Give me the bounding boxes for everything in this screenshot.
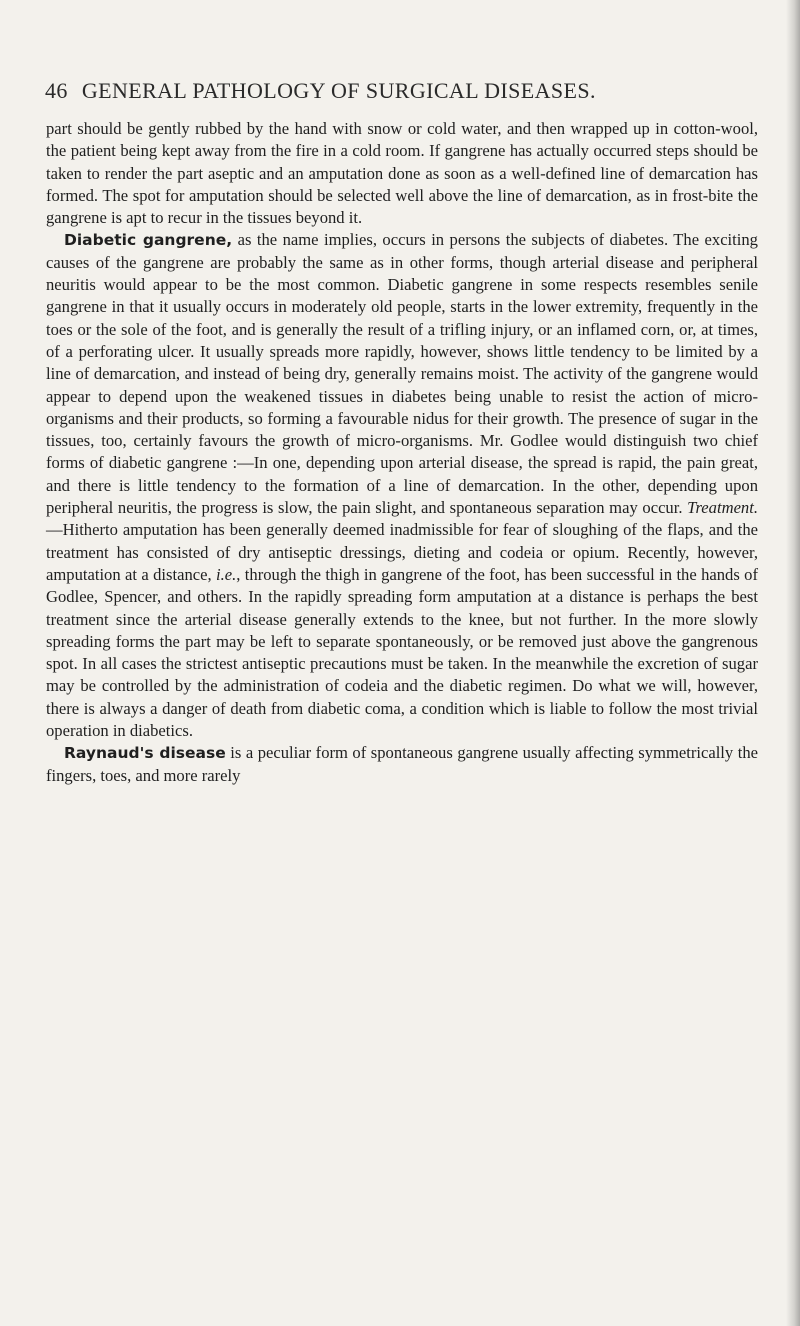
page-number: 46 — [45, 78, 68, 103]
heading-diabetic-gangrene: Diabetic gangrene, — [64, 231, 233, 250]
body-text — [46, 118, 758, 787]
paragraph-raynauds-disease — [46, 742, 758, 787]
page-header — [45, 78, 765, 104]
treatment-label: Treatment. — [687, 498, 758, 518]
paragraph-diabetic-gangrene — [46, 229, 758, 742]
diabetic-text-a: as the name implies, occurs in persons the subjects of diabetes. The exciting causes of the gangrene are probably the same as in other forms, though arterial disease and peripheral neuritis would appear to be the most common. Diabetic gangrene in some respects resembles senile gangrene in that it usually occurs in moderately old people, starts in the lower extremity, frequently in the toes or the sole of the foot, and is generally the result of a trifling injury, or an inflamed corn, or, at times, of a perforating ulcer. It usually spreads more rapidly, however, shows little tendency to be limited by a line of demarcation, and instead of being dry, generally remains moist. The activity of the gangrene would appear to depend upon the weakened tissues in diabetes being unable to resist the action of micro-organisms and their products, so forming a favourable nidus for their growth. The presence of sugar in the tissues, too, certainly favours the growth of micro-organisms. Mr. Godlee would distinguish two chief forms of diabetic gangrene :—In one, depending upon arterial disease, the spread is rapid, the pain great, and there is little tendency to the formation of a line of demarcation. In the other, depending upon peripheral neuritis, the progress is slow, the pain slight, and spontaneous separation may occur. — [46, 230, 758, 518]
diabetic-text-c: , through the thigh in gangrene of the foot, has been successful in the hands of Godlee, Spencer, and others. In the rapidly spreading form amputation at a distance is perhaps the best treatment since the arterial disease generally extends to the knee, but not further. In the more slowly spreading forms the part may be left to separate spontaneously, or be removed just above the gangrenous spot. In all cases the strictest antiseptic precautions must be taken. In the meanwhile the excretion of sugar may be controlled by the administration of codeia and the diabetic regimen. Do what we will, however, there is always a danger of death from diabetic coma, a condition which is liable to follow the most trivial operation in diabetics. — [46, 564, 758, 741]
paragraph-frost-bite-text: part should be gently rubbed by the hand with snow or cold water, and then wrapped up in cotton-wool, the patient being kept away from the fire in a cold room. If gangrene has actually occurred steps should be taken to render the part aseptic and an amputation done as soon as a well-defined line of demarcation has formed. The spot for amputation should be selected well above the line of demarcation, as in frost-bite the gangrene is apt to recur in the tissues beyond it. — [46, 119, 758, 228]
raynauds-text: is a peculiar form of spontaneous gangrene usually affecting symmetrically the fingers, toes, and more rarely — [46, 743, 758, 785]
running-title: GENERAL PATHOLOGY OF SURGICAL DISEASES. — [81, 78, 596, 103]
scan-edge-shadow — [786, 0, 800, 1326]
ie-abbrev: i.e. — [215, 564, 237, 584]
paragraph-frost-bite — [46, 118, 758, 229]
diabetic-text-b: —Hitherto amputation has been generally deemed inadmissible for fear of sloughing of the flaps, and the treatment has consisted of dry antiseptic dressings, dieting and codeia or opium. Recently, however, amputation at a distance, — [46, 520, 758, 584]
heading-raynauds-disease: Raynaud's disease — [64, 744, 226, 763]
